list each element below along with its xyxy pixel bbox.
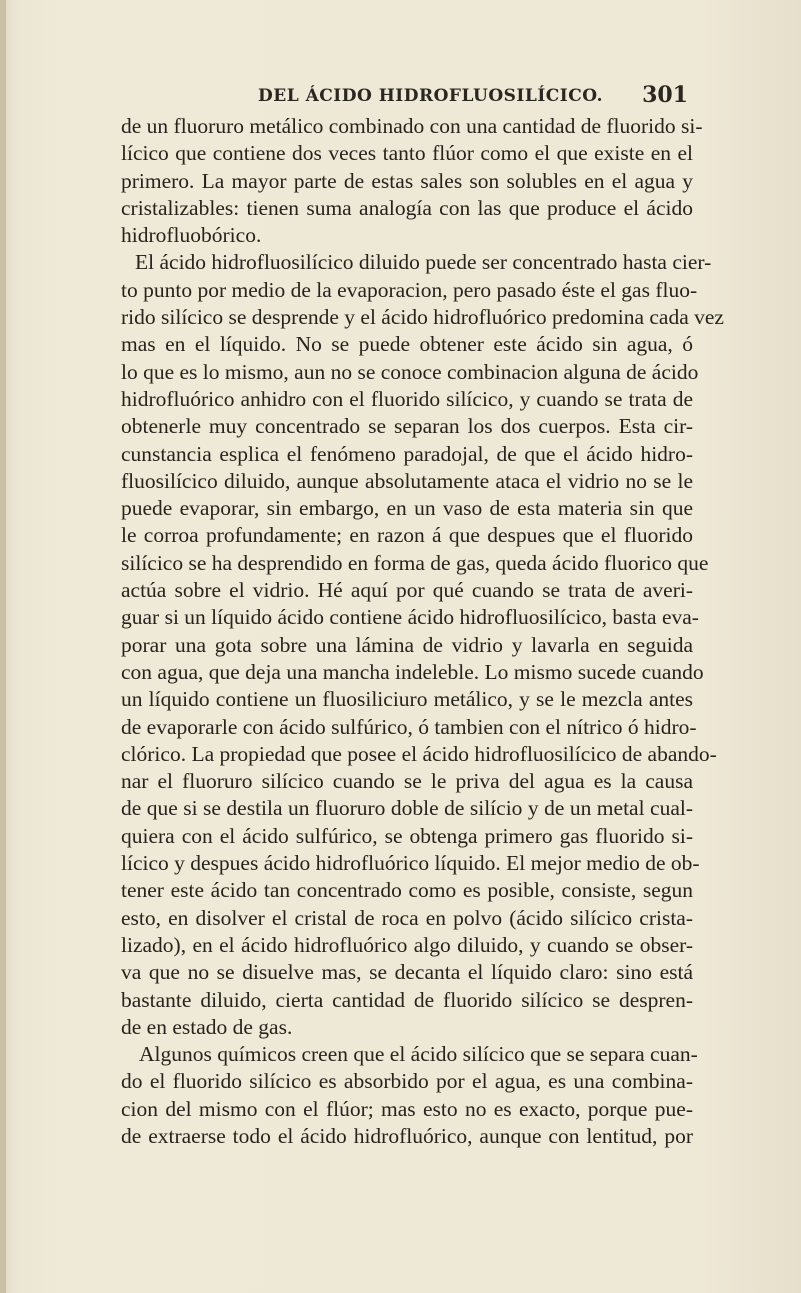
text-line: cristalizables: tienen suma analogía con las que produce el ácido — [121, 195, 693, 220]
page-edge — [0, 0, 6, 1293]
running-head: DEL ÁCIDO HIDROFLUOSILÍCICO. — [258, 86, 604, 106]
text-line: esto, en disolver el cristal de roca en polvo (ácido silícico crista- — [121, 905, 693, 930]
text-line: hidrofluobórico. — [121, 223, 262, 248]
text-line: puede evaporar, sin embargo, en un vaso de esta materia sin que — [121, 496, 693, 521]
text-line: de extraerse todo el ácido hidrofluórico, aunque con lentitud, por — [121, 1123, 693, 1148]
text-line: silícico se ha desprendido en forma de gas, queda ácido fluorico que — [121, 550, 709, 575]
text-line: lícico y despues ácido hidrofluórico líquido. El mejor medio de ob- — [121, 851, 700, 876]
body-text — [121, 113, 724, 1150]
text-line: lizado), en el ácido hidrofluórico algo diluido, y cuando se obser- — [121, 932, 693, 957]
text-line: lícico que contiene dos veces tanto flúor como el que existe en el — [121, 141, 693, 166]
text-line: clórico. La propiedad que posee el ácido hidrofluosilícico de abando- — [121, 741, 717, 766]
text-line: va que no se disuelve mas, se decanta el líquido claro: sino está — [121, 960, 693, 985]
page-header — [258, 82, 688, 112]
text-line: tener este ácido tan concentrado como es posible, consiste, segun — [121, 878, 693, 903]
text-line: fluosilícico diluido, aunque absolutamente ataca el vidrio no se le — [121, 468, 693, 493]
text-line: obtenerle muy concentrado se separan los dos cuerpos. Esta cir- — [121, 414, 693, 439]
text-line: quiera con el ácido sulfúrico, se obtenga primero gas fluorido si- — [121, 823, 693, 848]
text-line: guar si un líquido ácido contiene ácido hidrofluosilícico, basta eva- — [121, 605, 699, 630]
text-line: Algunos químicos creen que el ácido silícico que se separa cuan- — [139, 1042, 698, 1067]
text-line: mas en el líquido. No se puede obtener este ácido sin agua, ó — [121, 332, 693, 357]
text-line: nar el fluoruro silícico cuando se le priva del agua es la causa — [121, 769, 693, 794]
text-line: do el fluorido silícico es absorbido por el agua, es una combina- — [121, 1069, 693, 1094]
text-line: un líquido contiene un fluosiliciuro metálico, y se le mezcla antes — [121, 687, 693, 712]
text-line: porar una gota sobre una lámina de vidrio y lavarla en seguida — [121, 632, 693, 657]
text-line: bastante diluido, cierta cantidad de fluorido silícico se despren- — [121, 987, 693, 1012]
text-line: de que si se destila un fluoruro doble de silício y de un metal cual- — [121, 796, 693, 821]
text-line: primero. La mayor parte de estas sales son solubles en el agua y — [121, 168, 693, 193]
text-line: de evaporarle con ácido sulfúrico, ó tambien con el nítrico ó hidro- — [121, 714, 697, 739]
text-line: hidrofluórico anhidro con el fluorido silícico, y cuando se trata de — [121, 386, 693, 411]
text-line: de un fluoruro metálico combinado con una cantidad de fluorido si- — [121, 114, 703, 138]
text-line: de en estado de gas. — [121, 1014, 293, 1039]
text-line: cion del mismo con el flúor; mas esto no es exacto, porque pue- — [121, 1096, 693, 1121]
text-line: actúa sobre el vidrio. Hé aquí por qué cuando se trata de averi- — [121, 578, 693, 603]
text-line: lo que es lo mismo, aun no se conoce combinacion alguna de ácido — [121, 359, 699, 384]
text-line: cunstancia esplica el fenómeno paradojal, de que el ácido hidro- — [121, 441, 693, 466]
text-line: rido silícico se desprende y el ácido hidrofluórico predomina cada vez — [121, 305, 724, 330]
text-line: to punto por medio de la evaporacion, pero pasado éste el gas fluo- — [121, 277, 698, 302]
text-line: le corroa profundamente; en razon á que despues que el fluorido — [121, 523, 693, 548]
text-line: con agua, que deja una mancha indeleble. Lo mismo sucede cuando — [121, 659, 704, 684]
page-number: 301 — [642, 82, 688, 108]
text-line: El ácido hidrofluosilícico diluido puede ser concentrado hasta cier- — [135, 250, 712, 275]
